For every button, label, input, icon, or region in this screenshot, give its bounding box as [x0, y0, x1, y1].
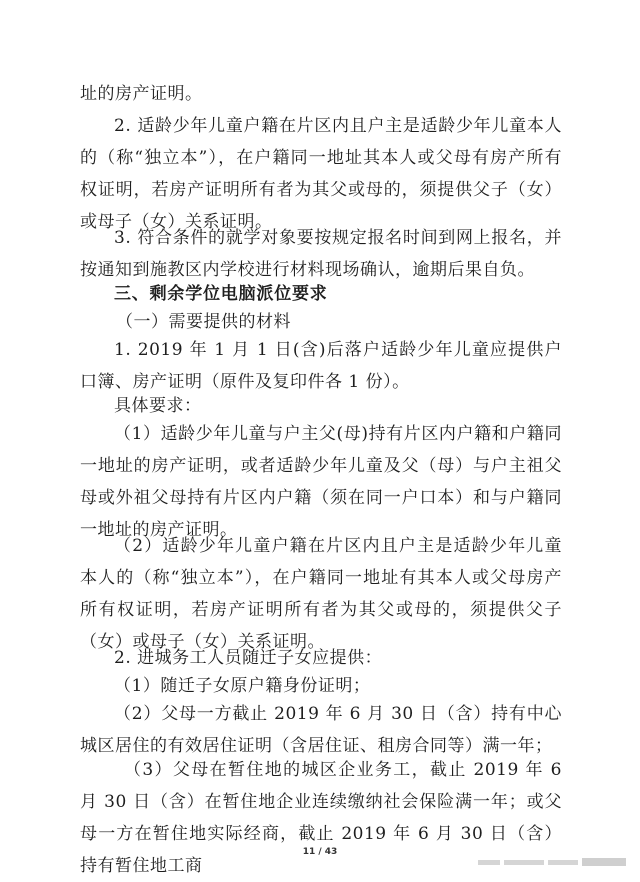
paragraph-item-2-migrant-workers: 2. 进城务工人员随迁子女应提供： — [114, 648, 383, 668]
page-number: 11 / 43 — [302, 847, 338, 857]
paragraph-continuation: 址的房产证明。 — [80, 84, 203, 104]
paragraph-sub-1-original-household-proof: （1）随迁子女原户籍身份证明； — [114, 676, 371, 696]
paragraph-sub-1-parent-household: （1）适龄少年儿童与户主父(母)持有片区内户籍和户籍同一地址的房产证明，或者适龄少年儿童及父（母）与户主祖父母或外祖父母持有片区内户籍（须在同一户口本）和与户籍同一地址的房产证明。 — [80, 424, 562, 540]
paragraph-sub-2-residence-proof: （2）父母一方截止 2019 年 6 月 30 日（含）持有中心城区居住的有效居住证明（含居住证、租房合同等）满一年； — [80, 704, 562, 756]
paragraph-item-3-online-registration: 3. 符合条件的就学对象要按规定报名时间到网上报名，并按通知到施教区内学校进行材料现场确认，逾期后果自负。 — [80, 228, 562, 280]
watermark-logo — [478, 856, 628, 868]
paragraph-specific-requirements-label: 具体要求： — [114, 396, 202, 416]
paragraph-item-2-independent-household: 2. 适龄少年儿童户籍在片区内且户主是适龄少年儿童本人的（称“独立本”），在户籍同一地址其本人或父母有房产所有权证明，若房产证明所有者为其父或母的，须提供父子（女）或母子（女）关系证明。 — [80, 116, 562, 232]
paragraph-item-1-household-after-2019: 1. 2019 年 1 月 1 日(含)后落户适龄少年儿童应提供户口簿、房产证明（原件及复印件各 1 份）。 — [80, 340, 562, 392]
section-heading-lottery-requirements: 三、剩余学位电脑派位要求 — [114, 284, 328, 304]
paragraph-sub-3-social-insurance: （3）父母在暂住地的城区企业务工，截止 2019 年 6 月 30 日（含）在暂住地企业连续缴纳社会保险满一年；或父母一方在暂住地实际经商，截止 2019 年 6 月 30 日（含）持有暂住地工商 — [80, 760, 562, 876]
subsection-heading-required-materials: （一）需要提供的材料 — [116, 312, 291, 332]
paragraph-sub-2-independent-household: （2）适龄少年儿童户籍在片区内且户主是适龄少年儿童本人的（称“独立本”），在户籍同一地址有其本人或父母房产所有权证明，若房产证明所有者为其父或母的，须提供父子（女）或母子（女）关系证明。 — [80, 536, 562, 652]
